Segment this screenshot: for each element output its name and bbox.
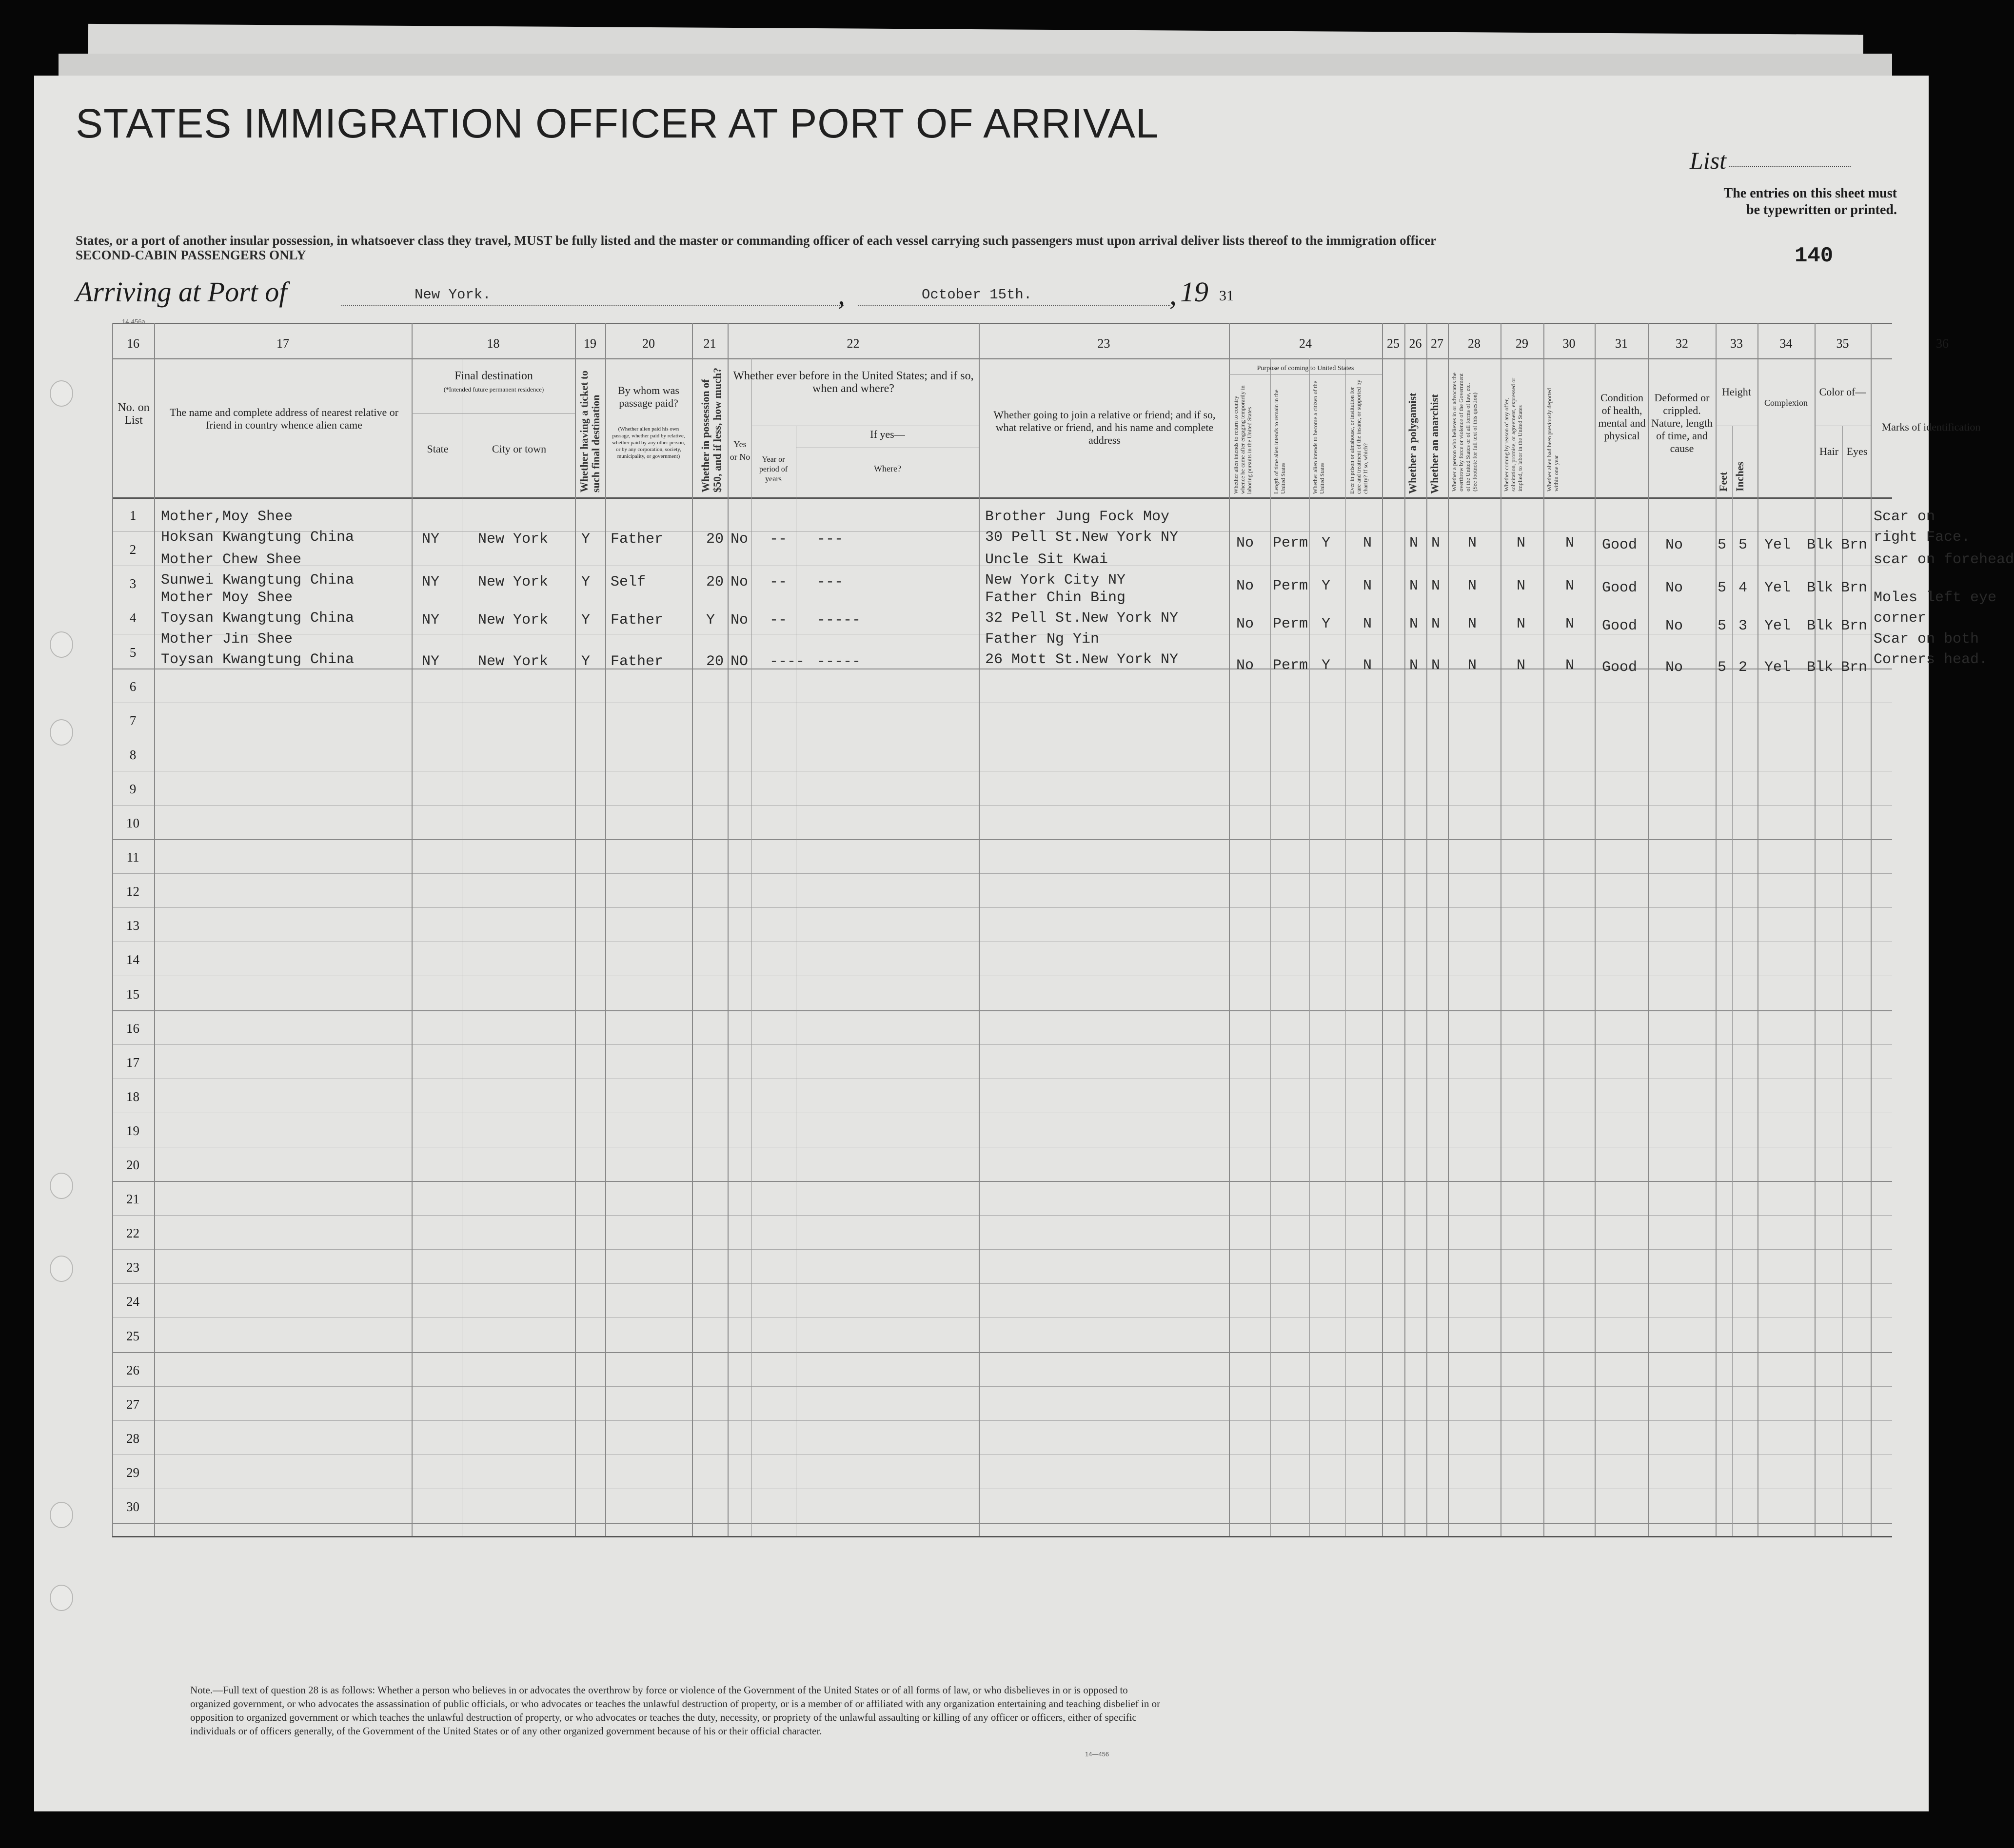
binder-hole	[50, 1173, 73, 1199]
row-number: 1	[129, 508, 137, 523]
where-value: -----	[817, 612, 861, 629]
footnote: Note.—Full text of question 28 is as follows: Whether a person who believes in or advocates the overthrow by force or violence of the Government of the United States or of all forms of law, or who disbelieves in or is opposed to organized government, or who advocates the assassination of public officials, or who advocates or teaches the unlawful destruction of property, or is a member of or affiliated with any organization entertaining and teaching disbelief in or opposition to organized government or which teaches the unlawful destruction of property, or who advocates or teaches the duty, necessity, or propriety of the unlawful assaulting or killing of any officer or officers, either of specific individuals or of officers generally, of the Government of the United States or of any other organized government because of his or their official character.	[190, 1684, 1161, 1737]
relative-name: Mother Moy Shee	[161, 590, 293, 606]
row-rule	[112, 1044, 1892, 1045]
column-rule	[1757, 323, 1758, 1536]
row-rule	[112, 1283, 1892, 1284]
row-number: 4	[129, 610, 137, 625]
row-number: 16	[126, 1021, 139, 1036]
row-number: 23	[126, 1260, 139, 1275]
deformed-value: No	[1665, 618, 1683, 634]
header-ticket: Whether having a ticket to such final destination	[578, 370, 602, 492]
marks-line-2: corner	[1874, 610, 1927, 627]
destination-city: New York	[478, 531, 549, 548]
join-relative-address: 32 Pell St.New York NY	[985, 610, 1179, 627]
row-number: 7	[129, 713, 137, 728]
complexion-value: Yel	[1764, 580, 1791, 596]
paid-by-value: Father	[611, 612, 664, 629]
column-rule	[154, 323, 155, 1536]
column-number-16: 16	[127, 336, 139, 351]
ticket-value: Y	[581, 574, 591, 590]
relative-address: Hoksan Kwangtung China	[161, 529, 355, 546]
labor-offer-value: N	[1517, 535, 1526, 551]
join-relative-address: New York City NY	[985, 572, 1126, 589]
length-of-stay: Perm	[1273, 578, 1308, 594]
hair-color: Blk	[1807, 659, 1834, 676]
row-number: 18	[126, 1089, 139, 1104]
column-rule	[1543, 323, 1544, 1536]
header-list-number: No. on List	[118, 401, 150, 427]
labor-offer-value: N	[1517, 616, 1526, 632]
header-paid-by: By whom was passage paid?	[618, 384, 679, 409]
row-rule	[112, 1352, 1892, 1353]
row-number: 8	[129, 747, 137, 762]
header-hair: Hair	[1819, 445, 1839, 457]
destination-state: NY	[422, 574, 440, 590]
ticket-value: Y	[581, 612, 591, 629]
row-rule	[112, 873, 1892, 874]
eye-color: Brn	[1841, 659, 1868, 676]
column-rule	[979, 323, 980, 1536]
health-value: Good	[1602, 580, 1638, 596]
header-complexion: Complexion	[1764, 398, 1808, 408]
return-intent: No	[1236, 657, 1254, 674]
column-rule	[728, 323, 729, 1536]
citizen-intent: Y	[1322, 657, 1331, 674]
marks-line-1: Scar on both	[1874, 631, 1979, 648]
years-value: --	[770, 531, 788, 548]
relative-name: Mother Jin Shee	[161, 631, 293, 648]
deported-value: N	[1565, 657, 1575, 674]
height-feet: 5	[1718, 659, 1727, 676]
height-feet: 5	[1718, 580, 1727, 596]
column-number-22: 22	[847, 336, 860, 351]
page-title: STATES IMMIGRATION OFFICER AT PORT OF ARRIVAL	[76, 100, 1159, 146]
row-rule	[112, 1215, 1892, 1216]
where-value: -----	[817, 653, 861, 670]
deported-value: N	[1565, 578, 1575, 594]
header-polygamist: Whether a polygamist	[1406, 393, 1419, 494]
subheader-rule	[412, 413, 575, 414]
column-rule	[1426, 323, 1427, 1536]
header-relative-address: The name and complete address of nearest relative or friend in country whence alien came	[169, 406, 399, 431]
top-rule	[112, 323, 1892, 324]
binder-hole	[50, 1256, 73, 1282]
header-yes-no: Yes or No	[730, 439, 750, 462]
relative-name: Mother,Moy Shee	[161, 509, 293, 525]
year-prefix: 19	[1180, 276, 1208, 308]
column-number-28: 28	[1468, 336, 1481, 351]
column-number-19: 19	[584, 336, 596, 351]
header-if-yes: If yes—	[870, 428, 905, 440]
polygamist-value: N	[1409, 578, 1419, 594]
row-number: 22	[126, 1226, 139, 1240]
row-number: 17	[126, 1055, 139, 1070]
deported-value: N	[1565, 535, 1575, 551]
subcolumn-rule	[1309, 358, 1310, 1536]
return-intent: No	[1236, 578, 1254, 594]
height-inches: 5	[1738, 537, 1748, 553]
header-citizen-intent: Whether alien intends to become a citizen of the United States	[1312, 381, 1325, 494]
column-number-30: 30	[1562, 336, 1576, 351]
health-value: Good	[1602, 618, 1638, 634]
column-number-24: 24	[1299, 336, 1312, 351]
header-labor-offer: Whether coming by reason of any offer, solicitation, promise, or agreement, expressed or implied, to labor in the United States	[1503, 377, 1523, 491]
where-value: ---	[817, 531, 844, 548]
length-of-stay: Perm	[1273, 535, 1308, 551]
destination-state: NY	[422, 653, 440, 670]
complexion-value: Yel	[1764, 659, 1791, 676]
prison-value: N	[1363, 616, 1372, 632]
column-number-32: 32	[1676, 336, 1688, 351]
row-number: 13	[126, 918, 139, 933]
return-intent: No	[1236, 535, 1254, 551]
before-in-us: NO	[731, 653, 749, 670]
join-relative-name: Uncle Sit Kwai	[985, 551, 1108, 568]
row-number: 21	[126, 1192, 139, 1206]
row-rule	[112, 1317, 1892, 1318]
height-inches: 4	[1738, 580, 1748, 596]
row-number: 11	[126, 850, 139, 865]
header-city: City or town	[492, 443, 547, 455]
row-rule	[112, 1420, 1892, 1421]
paid-by-value: Father	[611, 653, 664, 670]
column-number-23: 23	[1097, 336, 1110, 351]
column-number-25: 25	[1387, 336, 1400, 351]
health-value: Good	[1602, 537, 1638, 553]
money-value: Y	[706, 612, 715, 629]
column-rule	[1716, 323, 1717, 1536]
marks-line-2: Corners head.	[1874, 651, 1988, 668]
header-height: Height	[1722, 386, 1751, 398]
row-number: 29	[126, 1465, 139, 1480]
row-number: 15	[126, 987, 139, 1002]
header-where: Where?	[874, 464, 901, 473]
polygamist-value: N	[1409, 535, 1419, 551]
eye-color: Brn	[1841, 580, 1868, 596]
citizen-intent: Y	[1322, 616, 1331, 632]
column-rule	[1404, 323, 1405, 1536]
anarchist-value: N	[1431, 657, 1441, 674]
labor-offer-value: N	[1517, 657, 1526, 674]
before-in-us: No	[731, 574, 749, 590]
ticket-value: Y	[581, 653, 591, 670]
row-rule	[112, 1010, 1892, 1011]
comma: ,	[838, 278, 845, 311]
column-number-36: 36	[1936, 336, 1949, 351]
row-number: 10	[126, 816, 139, 830]
form-code: 14-456a	[122, 318, 145, 325]
row-number: 28	[126, 1431, 139, 1446]
header-question-28: Whether a person who believes in or advocates the overthrow by force or violence of the Government of the United States or of all forms of law, etc. (See footnote for full text of this question)	[1451, 373, 1478, 491]
column-number-27: 27	[1431, 336, 1443, 351]
money-value: 20	[706, 574, 724, 590]
prison-value: N	[1363, 535, 1372, 551]
row-number: 2	[129, 542, 137, 557]
header-bottom-rule	[112, 497, 1892, 499]
column-rule	[412, 323, 413, 1536]
footnote-code: 14—456	[1085, 1750, 1109, 1758]
eye-color: Brn	[1841, 537, 1868, 553]
destination-state: NY	[422, 612, 440, 629]
row-number: 20	[126, 1158, 139, 1172]
header-deformed: Deformed or crippled. Nature, length of time, and cause	[1651, 392, 1713, 454]
list-label: List	[1690, 147, 1727, 174]
row-number: 30	[126, 1499, 139, 1514]
eye-color: Brn	[1841, 618, 1868, 634]
column-rule	[1382, 323, 1383, 1536]
height-feet: 5	[1718, 618, 1727, 634]
column-number-34: 34	[1779, 336, 1793, 351]
header-final-destination: Final destination	[454, 370, 533, 382]
years-value: --	[770, 574, 788, 590]
row-number: 9	[129, 782, 137, 796]
header-anarchist: Whether an anarchist	[1428, 394, 1441, 494]
anarchist-value: N	[1431, 616, 1441, 632]
header-final-destination-note: (*Intended future permanent residence)	[443, 386, 544, 393]
column-number-21: 21	[703, 336, 716, 351]
row-rule	[112, 1386, 1892, 1387]
question-28-value: N	[1468, 578, 1477, 594]
entries-note: The entries on this sheet must be typewritten or printed.	[1723, 186, 1897, 217]
labor-offer-value: N	[1517, 578, 1526, 594]
row-rule	[112, 1523, 1892, 1524]
row-number: 6	[129, 679, 137, 694]
join-relative-address: 30 Pell St.New York NY	[985, 529, 1179, 546]
column-number-31: 31	[1615, 336, 1628, 351]
row-rule	[112, 1181, 1892, 1182]
header-health: Condition of health, mental and physical	[1598, 392, 1646, 442]
paid-by-value: Father	[611, 531, 664, 548]
subcolumn-rule	[1270, 358, 1271, 1536]
binder-hole	[50, 1502, 73, 1528]
question-28-value: N	[1468, 535, 1477, 551]
header-prison: Ever in prison or almshouse, or institution for care and treatment of the insane, or supported by charity? If so, which?	[1348, 379, 1369, 494]
join-relative-name: Father Ng Yin	[985, 631, 1100, 648]
list-number-line	[1729, 166, 1851, 167]
length-of-stay: Perm	[1273, 657, 1308, 674]
binder-hole	[50, 631, 73, 658]
column-number-20: 20	[642, 336, 655, 351]
column-rule	[692, 323, 693, 1536]
manifest-table	[112, 323, 2014, 1536]
binder-hole	[50, 380, 73, 407]
relative-address: Toysan Kwangtung China	[161, 651, 355, 668]
column-number-33: 33	[1730, 336, 1743, 351]
class-line: SECOND-CABIN PASSENGERS ONLY	[76, 248, 306, 262]
column-rule	[1448, 323, 1449, 1536]
date-line	[858, 305, 1170, 306]
header-year-period: Year or period of years	[759, 455, 788, 483]
question-28-value: N	[1468, 657, 1477, 674]
citizen-intent: Y	[1322, 535, 1331, 551]
join-relative-address: 26 Mott St.New York NY	[985, 651, 1179, 668]
hair-color: Blk	[1807, 580, 1834, 596]
complexion-value: Yel	[1764, 537, 1791, 553]
binder-hole	[50, 719, 73, 746]
money-value: 20	[706, 653, 724, 670]
deported-value: N	[1565, 616, 1575, 632]
column-number-rule	[112, 358, 1892, 359]
deformed-value: No	[1665, 580, 1683, 596]
row-number: 12	[126, 884, 139, 899]
column-number-35: 35	[1836, 336, 1849, 351]
marks-line-1: Moles left eye	[1874, 590, 1997, 606]
header-deported: Whether alien had been previously deported within one year	[1546, 388, 1560, 491]
ticket-value: Y	[581, 531, 591, 548]
column-rule	[1648, 323, 1649, 1536]
before-in-us: No	[731, 531, 749, 548]
relative-address: Sunwei Kwangtung China	[161, 572, 355, 589]
complexion-value: Yel	[1764, 618, 1791, 634]
column-rule	[575, 323, 576, 1536]
paid-by-value: Self	[611, 574, 646, 590]
marks-line-1: scar on forehead	[1874, 551, 2014, 568]
return-intent: No	[1236, 616, 1254, 632]
column-rule	[605, 323, 606, 1536]
marks-line-2: right Face.	[1874, 529, 1971, 546]
relative-name: Mother Chew Shee	[161, 551, 302, 568]
question-28-value: N	[1468, 616, 1477, 632]
column-number-29: 29	[1516, 336, 1528, 351]
column-rule	[1871, 323, 1872, 1536]
header-marks: Marks of identification	[1881, 421, 1981, 433]
before-in-us: No	[731, 612, 749, 629]
row-number: 24	[126, 1294, 139, 1309]
header-money: Whether in possession of $50, and if less, how much?	[699, 367, 723, 492]
polygamist-value: N	[1409, 657, 1419, 674]
height-feet: 5	[1718, 537, 1727, 553]
header-purpose: Purpose of coming to United States	[1257, 365, 1354, 372]
join-relative-name: Brother Jung Fock Moy	[985, 509, 1170, 525]
years-value: --	[770, 612, 788, 629]
row-number: 14	[126, 952, 139, 967]
year-suffix: 31	[1219, 288, 1234, 304]
money-value: 20	[706, 531, 724, 548]
prison-value: N	[1363, 578, 1372, 594]
header-eyes: Eyes	[1846, 445, 1868, 457]
citizen-intent: Y	[1322, 578, 1331, 594]
deformed-value: No	[1665, 659, 1683, 676]
health-value: Good	[1602, 659, 1638, 676]
row-rule	[112, 805, 1892, 806]
bottom-rule	[112, 1536, 1892, 1537]
row-number: 26	[126, 1363, 139, 1377]
relative-address: Toysan Kwangtung China	[161, 610, 355, 627]
where-value: ---	[817, 574, 844, 590]
marks-line-1: Scar on	[1874, 509, 1935, 525]
column-number-18: 18	[487, 336, 500, 351]
port-line	[341, 305, 844, 306]
destination-city: New York	[478, 574, 549, 590]
header-color-of: Color of—	[1819, 386, 1866, 398]
column-rule	[1595, 323, 1596, 1536]
header-paid-by-note: (Whether alien paid his own passage, whether paid by relative, whether paid by any other person, or by any corporation, society, municipality, or government)	[612, 426, 685, 459]
prison-value: N	[1363, 657, 1372, 674]
header-feet: Feet	[1717, 472, 1729, 491]
hair-color: Blk	[1807, 618, 1834, 634]
header-inches: Inches	[1734, 461, 1746, 491]
column-number-17: 17	[276, 336, 289, 351]
anarchist-value: N	[1431, 535, 1441, 551]
header-state: State	[427, 443, 449, 455]
row-number: 5	[129, 645, 137, 660]
subcolumn-rule	[751, 358, 752, 1536]
destination-city: New York	[478, 653, 549, 670]
comma: ,	[1169, 278, 1177, 311]
subcolumn-rule	[1345, 358, 1346, 1536]
destination-state: NY	[422, 531, 440, 548]
deformed-value: No	[1665, 537, 1683, 553]
subcolumn-rule	[1732, 426, 1733, 1536]
page-number: 140	[1795, 244, 1834, 268]
row-rule	[112, 907, 1892, 908]
row-number: 27	[126, 1397, 139, 1412]
hair-color: Blk	[1807, 537, 1834, 553]
join-relative-name: Father Chin Bing	[985, 590, 1126, 606]
header-return-intent: Whether alien intends to return to country whence he came after engaging temporarily in laboring pursuits in the United States	[1232, 385, 1253, 494]
row-rule	[112, 839, 1892, 840]
row-rule	[112, 1249, 1892, 1250]
destination-city: New York	[478, 612, 549, 629]
row-number: 3	[129, 576, 137, 591]
length-of-stay: Perm	[1273, 616, 1308, 632]
column-number-26: 26	[1409, 336, 1422, 351]
row-number: 25	[126, 1329, 139, 1343]
column-rule	[1815, 323, 1816, 1536]
binder-hole	[50, 1585, 73, 1611]
anarchist-value: N	[1431, 578, 1441, 594]
subtitle: States, or a port of another insular possession, in whatsoever class they travel, MUST be fully listed and the master or commanding officer of each vessel carrying such passengers must upon arrival deliver lists thereof to the immigration officer	[76, 233, 1437, 248]
date-value: October 15th.	[922, 287, 1032, 303]
header-length-stay: Length of time alien intends to remain in the United States	[1273, 390, 1286, 494]
height-inches: 3	[1738, 618, 1748, 634]
column-rule	[1229, 323, 1230, 1536]
arriving-label: Arriving at Port of	[76, 276, 287, 308]
port-value: New York.	[415, 287, 491, 303]
row-number: 19	[126, 1123, 139, 1138]
years-value: ----	[770, 653, 805, 670]
header-join-relative: Whether going to join a relative or friend; and if so, what relative or friend, and his name and complete address	[993, 409, 1216, 446]
polygamist-value: N	[1409, 616, 1419, 632]
height-inches: 2	[1738, 659, 1748, 676]
header-before-in-us: Whether ever before in the United States; and if so, when and where?	[733, 370, 974, 395]
